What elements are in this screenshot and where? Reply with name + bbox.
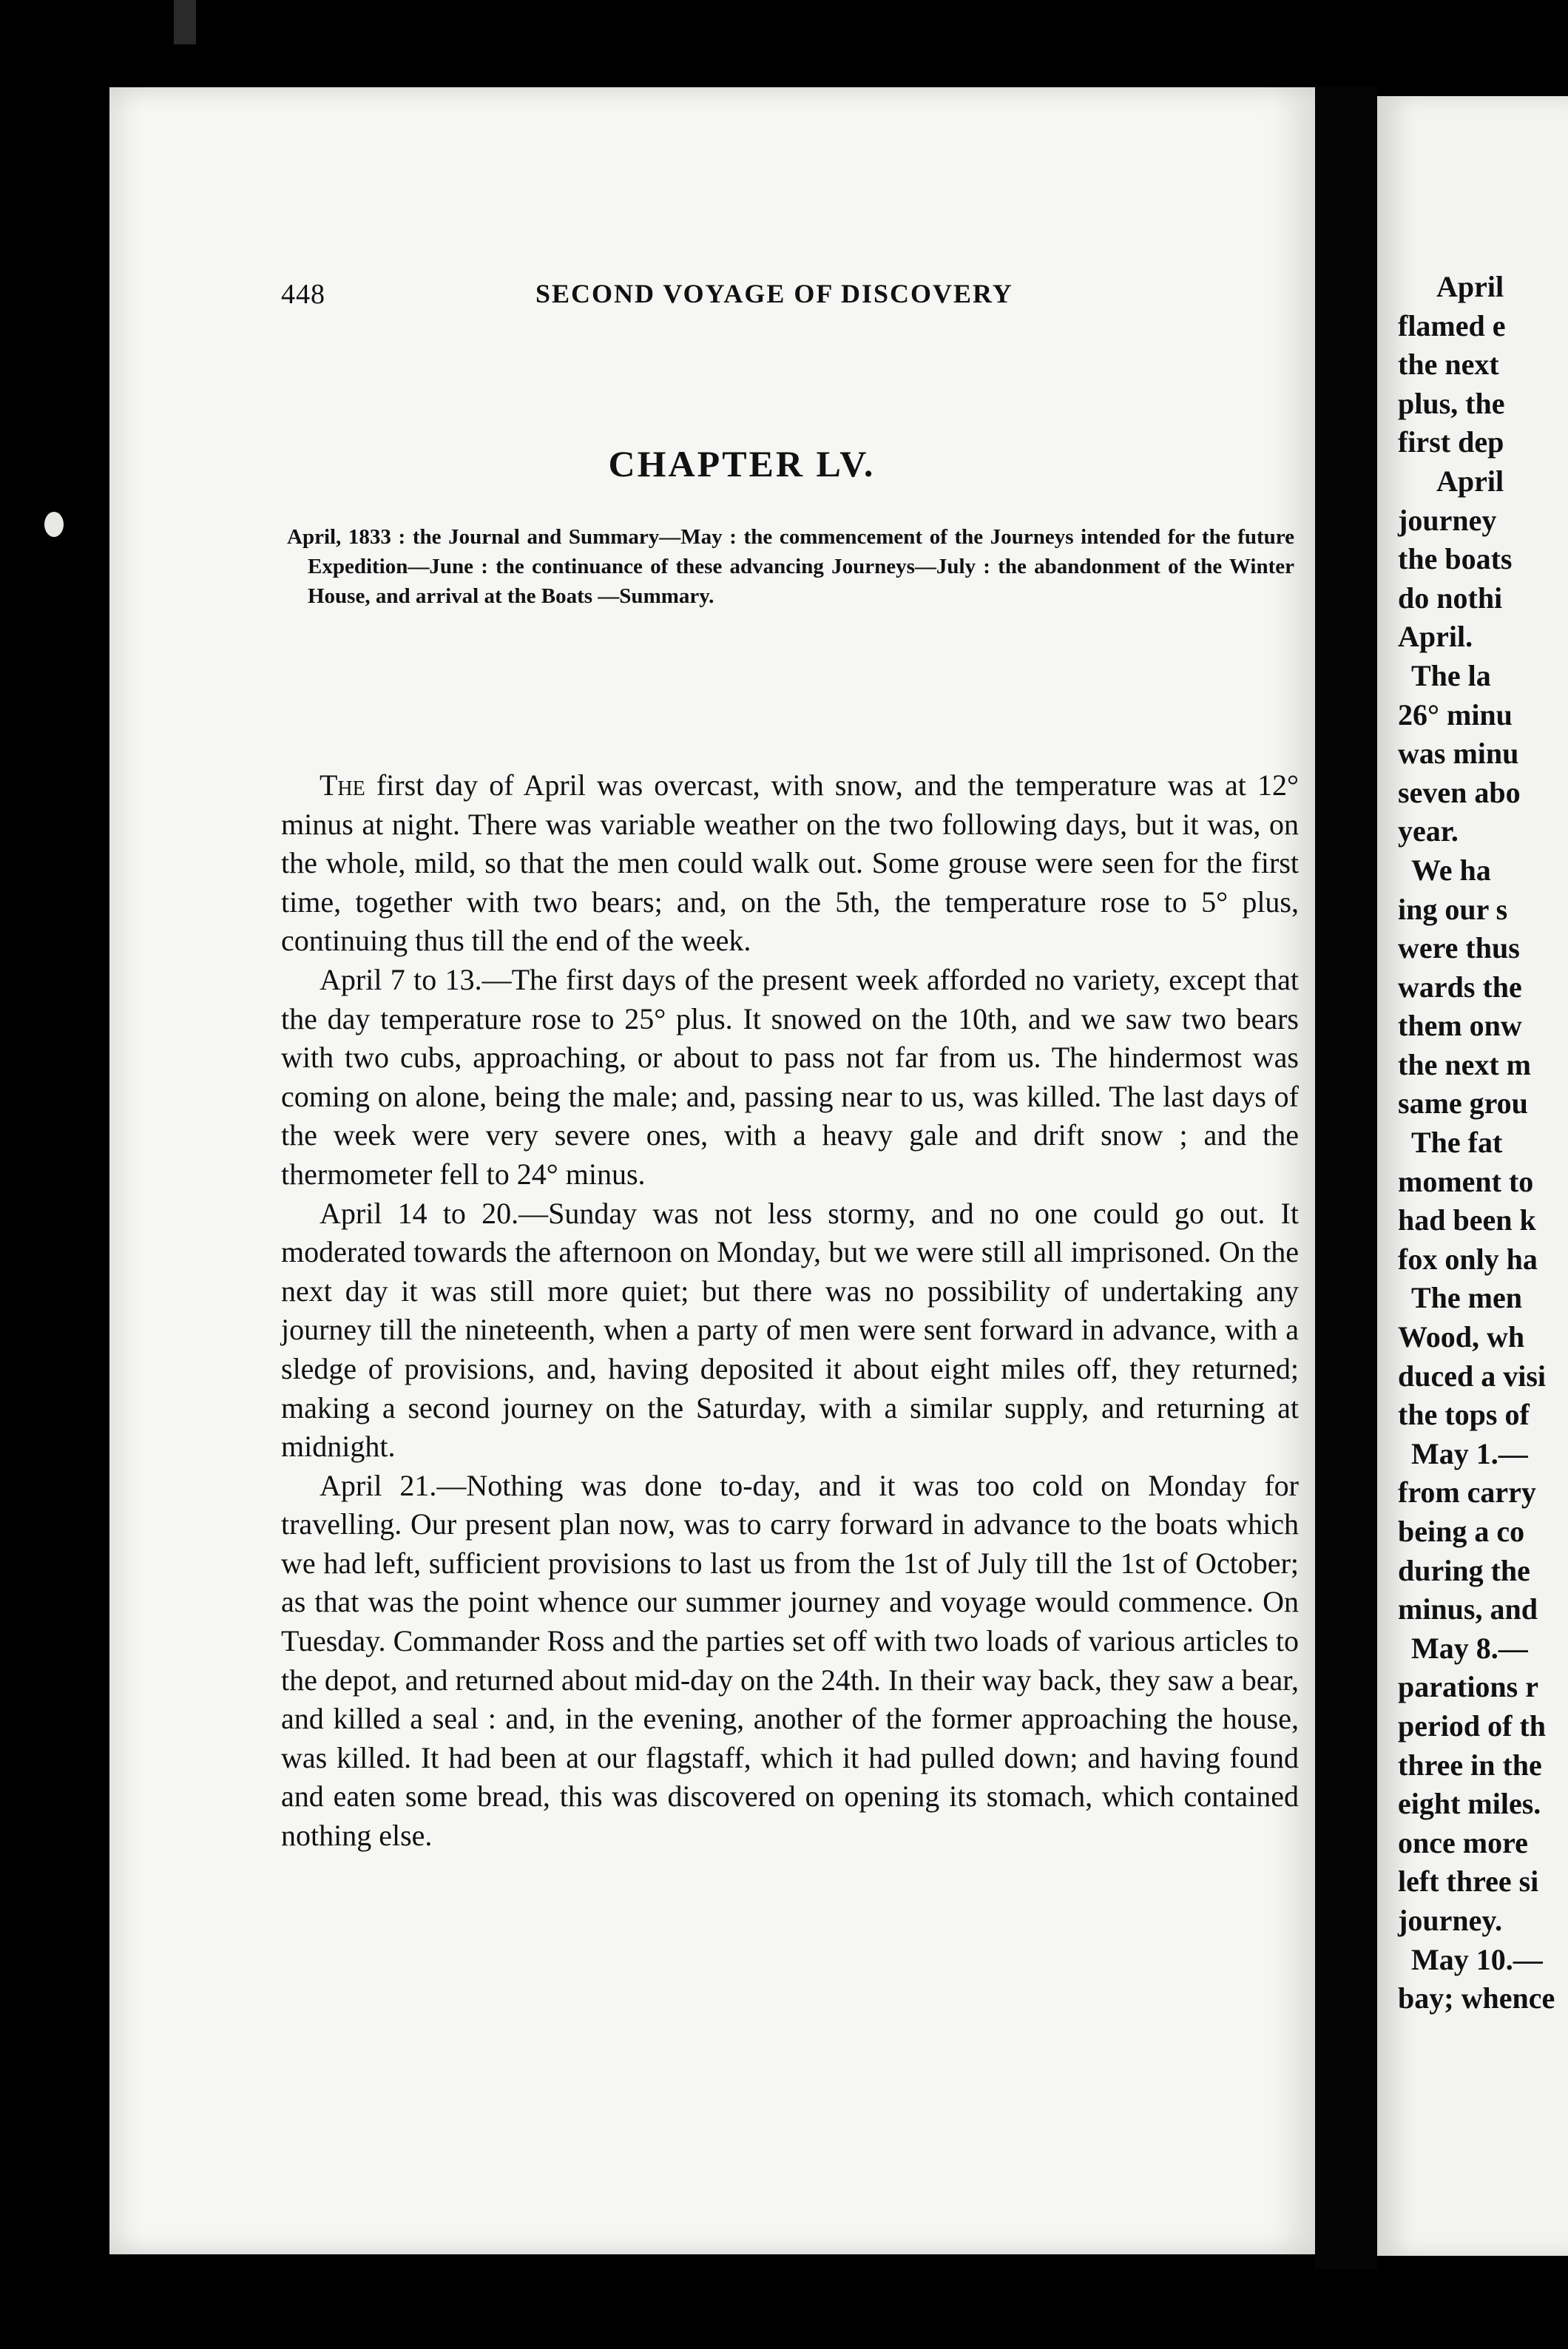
facing-line: left three si: [1398, 1865, 1539, 1899]
facing-line: the tops of: [1398, 1398, 1530, 1432]
facing-line: May 10.—: [1411, 1942, 1543, 1976]
paragraph-text: April 14 to 20.—Sunday was not less stormy, and no one could go out. It moderated towards the afternoon on Monday, but we were still all imprisoned. On the next day it was still more quiet; but there was no possibility of undertaking any journey till the nineteenth, when a party of men were sent forward in advance, with a sledge of provisions, and, having deposited it about eight miles off, they returned; making a second journey on the Saturday, with a similar supply, and returning at midnight.: [281, 1196, 1299, 1464]
facing-line: Wood, wh: [1398, 1320, 1525, 1354]
facing-line: flamed e: [1398, 308, 1506, 342]
facing-line: journey: [1398, 503, 1497, 537]
facing-line: minus, and: [1398, 1592, 1538, 1626]
facing-line: same grou: [1398, 1086, 1528, 1121]
facing-line: bay; whence: [1398, 1981, 1555, 2015]
paragraph: [281, 766, 1299, 961]
paragraph-text: April 7 to 13.—The first days of the present week afforded no variety, except that the day temperature rose to 25° plus. It snowed on the 10th, and we saw two bears with two cubs, approaching, or about to pass not far from us. The hindermost was coming on alone, being the male; and, passing near to us, was killed. The last days of the week were very severe ones, with a heavy gale and drift snow ; and the thermometer fell to 24° minus.: [281, 962, 1299, 1191]
paragraph-text: April 21.—Nothing was done to-day, and it was too cold on Monday for travelling. Our present plan now, was to carry forward in advance to the boats which we had left, sufficient provisions to last us from the 1st of July till the 1st of October; as that was the point whence our summer journey and voyage would commence. On Tuesday. Commander Ross and the parties set off with two loads of various articles to the depot, and returned about mid-day on the 24th. In their way back, they saw a bear, and killed a seal : and, in the evening, another of the former approaching the house, was killed. It had been at our flagstaff, which it had pulled down; and having found and eaten some bread, this was discovered on opening its stomach, which contained nothing else.: [281, 1468, 1299, 1853]
facing-line: was minu: [1398, 737, 1519, 771]
facing-line: from carry: [1398, 1476, 1536, 1510]
facing-line: parations r: [1398, 1670, 1538, 1704]
facing-line: 26° minu: [1398, 697, 1513, 731]
facing-line: April.: [1398, 620, 1473, 654]
scan-artifact: [174, 0, 196, 44]
body-text: [281, 766, 1299, 1856]
facing-line: the next: [1398, 348, 1499, 382]
facing-line: plus, the: [1398, 386, 1505, 420]
facing-line: fox only ha: [1398, 1242, 1538, 1276]
facing-line: were thus: [1398, 931, 1520, 965]
facing-line: May 8.—: [1411, 1631, 1528, 1665]
facing-line: wards the: [1398, 970, 1522, 1004]
facing-line: journey.: [1398, 1903, 1503, 1937]
book-gutter: [1315, 87, 1377, 2269]
facing-line: moment to: [1398, 1164, 1534, 1198]
facing-line: year.: [1398, 814, 1459, 848]
paragraph: [281, 1467, 1299, 1856]
page-number: 448: [281, 279, 325, 310]
paragraph: [281, 961, 1299, 1194]
facing-line: do nothi: [1398, 581, 1503, 615]
facing-line: during the: [1398, 1553, 1530, 1587]
facing-line: the next m: [1398, 1047, 1531, 1081]
chapter-heading: CHAPTER LV.: [608, 443, 876, 484]
facing-line: April: [1436, 270, 1504, 303]
paragraph-text: first day of April was overcast, with snow, and the temperature was at 12° minus at night. There was variable weather on the two following days, but it was, on the whole, mild, so that the men could walk out. Some grouse were seen for the first time, together with two bears; and, on the 5th, the temperature rose to 5° plus, continuing thus till the end of the week.: [281, 768, 1299, 958]
facing-line: April: [1436, 464, 1504, 498]
facing-page-text: [1398, 268, 1568, 2018]
left-page: [109, 87, 1315, 2254]
facing-line: three in the: [1398, 1748, 1542, 1782]
facing-line: May 1.—: [1411, 1436, 1528, 1470]
facing-line: The men: [1411, 1281, 1522, 1315]
facing-line: once more: [1398, 1825, 1528, 1859]
facing-line: ing our s: [1398, 892, 1508, 926]
facing-line: The la: [1411, 658, 1491, 692]
facing-line: being a co: [1398, 1515, 1525, 1548]
running-title: SECOND VOYAGE OF DISCOVERY: [535, 279, 1013, 308]
facing-line: The fat: [1411, 1126, 1503, 1160]
facing-line: seven abo: [1398, 775, 1521, 809]
facing-line: them onw: [1398, 1009, 1522, 1043]
running-header: [109, 197, 1315, 310]
facing-line: had been k: [1398, 1203, 1536, 1237]
facing-line: duced a visi: [1398, 1359, 1547, 1393]
facing-line: eight miles.: [1398, 1787, 1541, 1821]
paragraph-lead: The: [320, 768, 365, 802]
facing-line: first dep: [1398, 425, 1504, 459]
scan-artifact: [44, 512, 64, 537]
facing-line: the boats: [1398, 542, 1513, 576]
facing-line: We ha: [1411, 853, 1491, 887]
facing-line: period of th: [1398, 1708, 1546, 1743]
paragraph: [281, 1194, 1299, 1467]
chapter-synopsis: April, 1833 : the Journal and Summary—May : the commencement of the Journeys intended for the future Expedition—June : the continuance of these advancing Journeys—July : the abandonment of the Winter House, and arrival at the Boats —Summary.: [287, 525, 1294, 608]
facing-page: [1377, 96, 1568, 2256]
